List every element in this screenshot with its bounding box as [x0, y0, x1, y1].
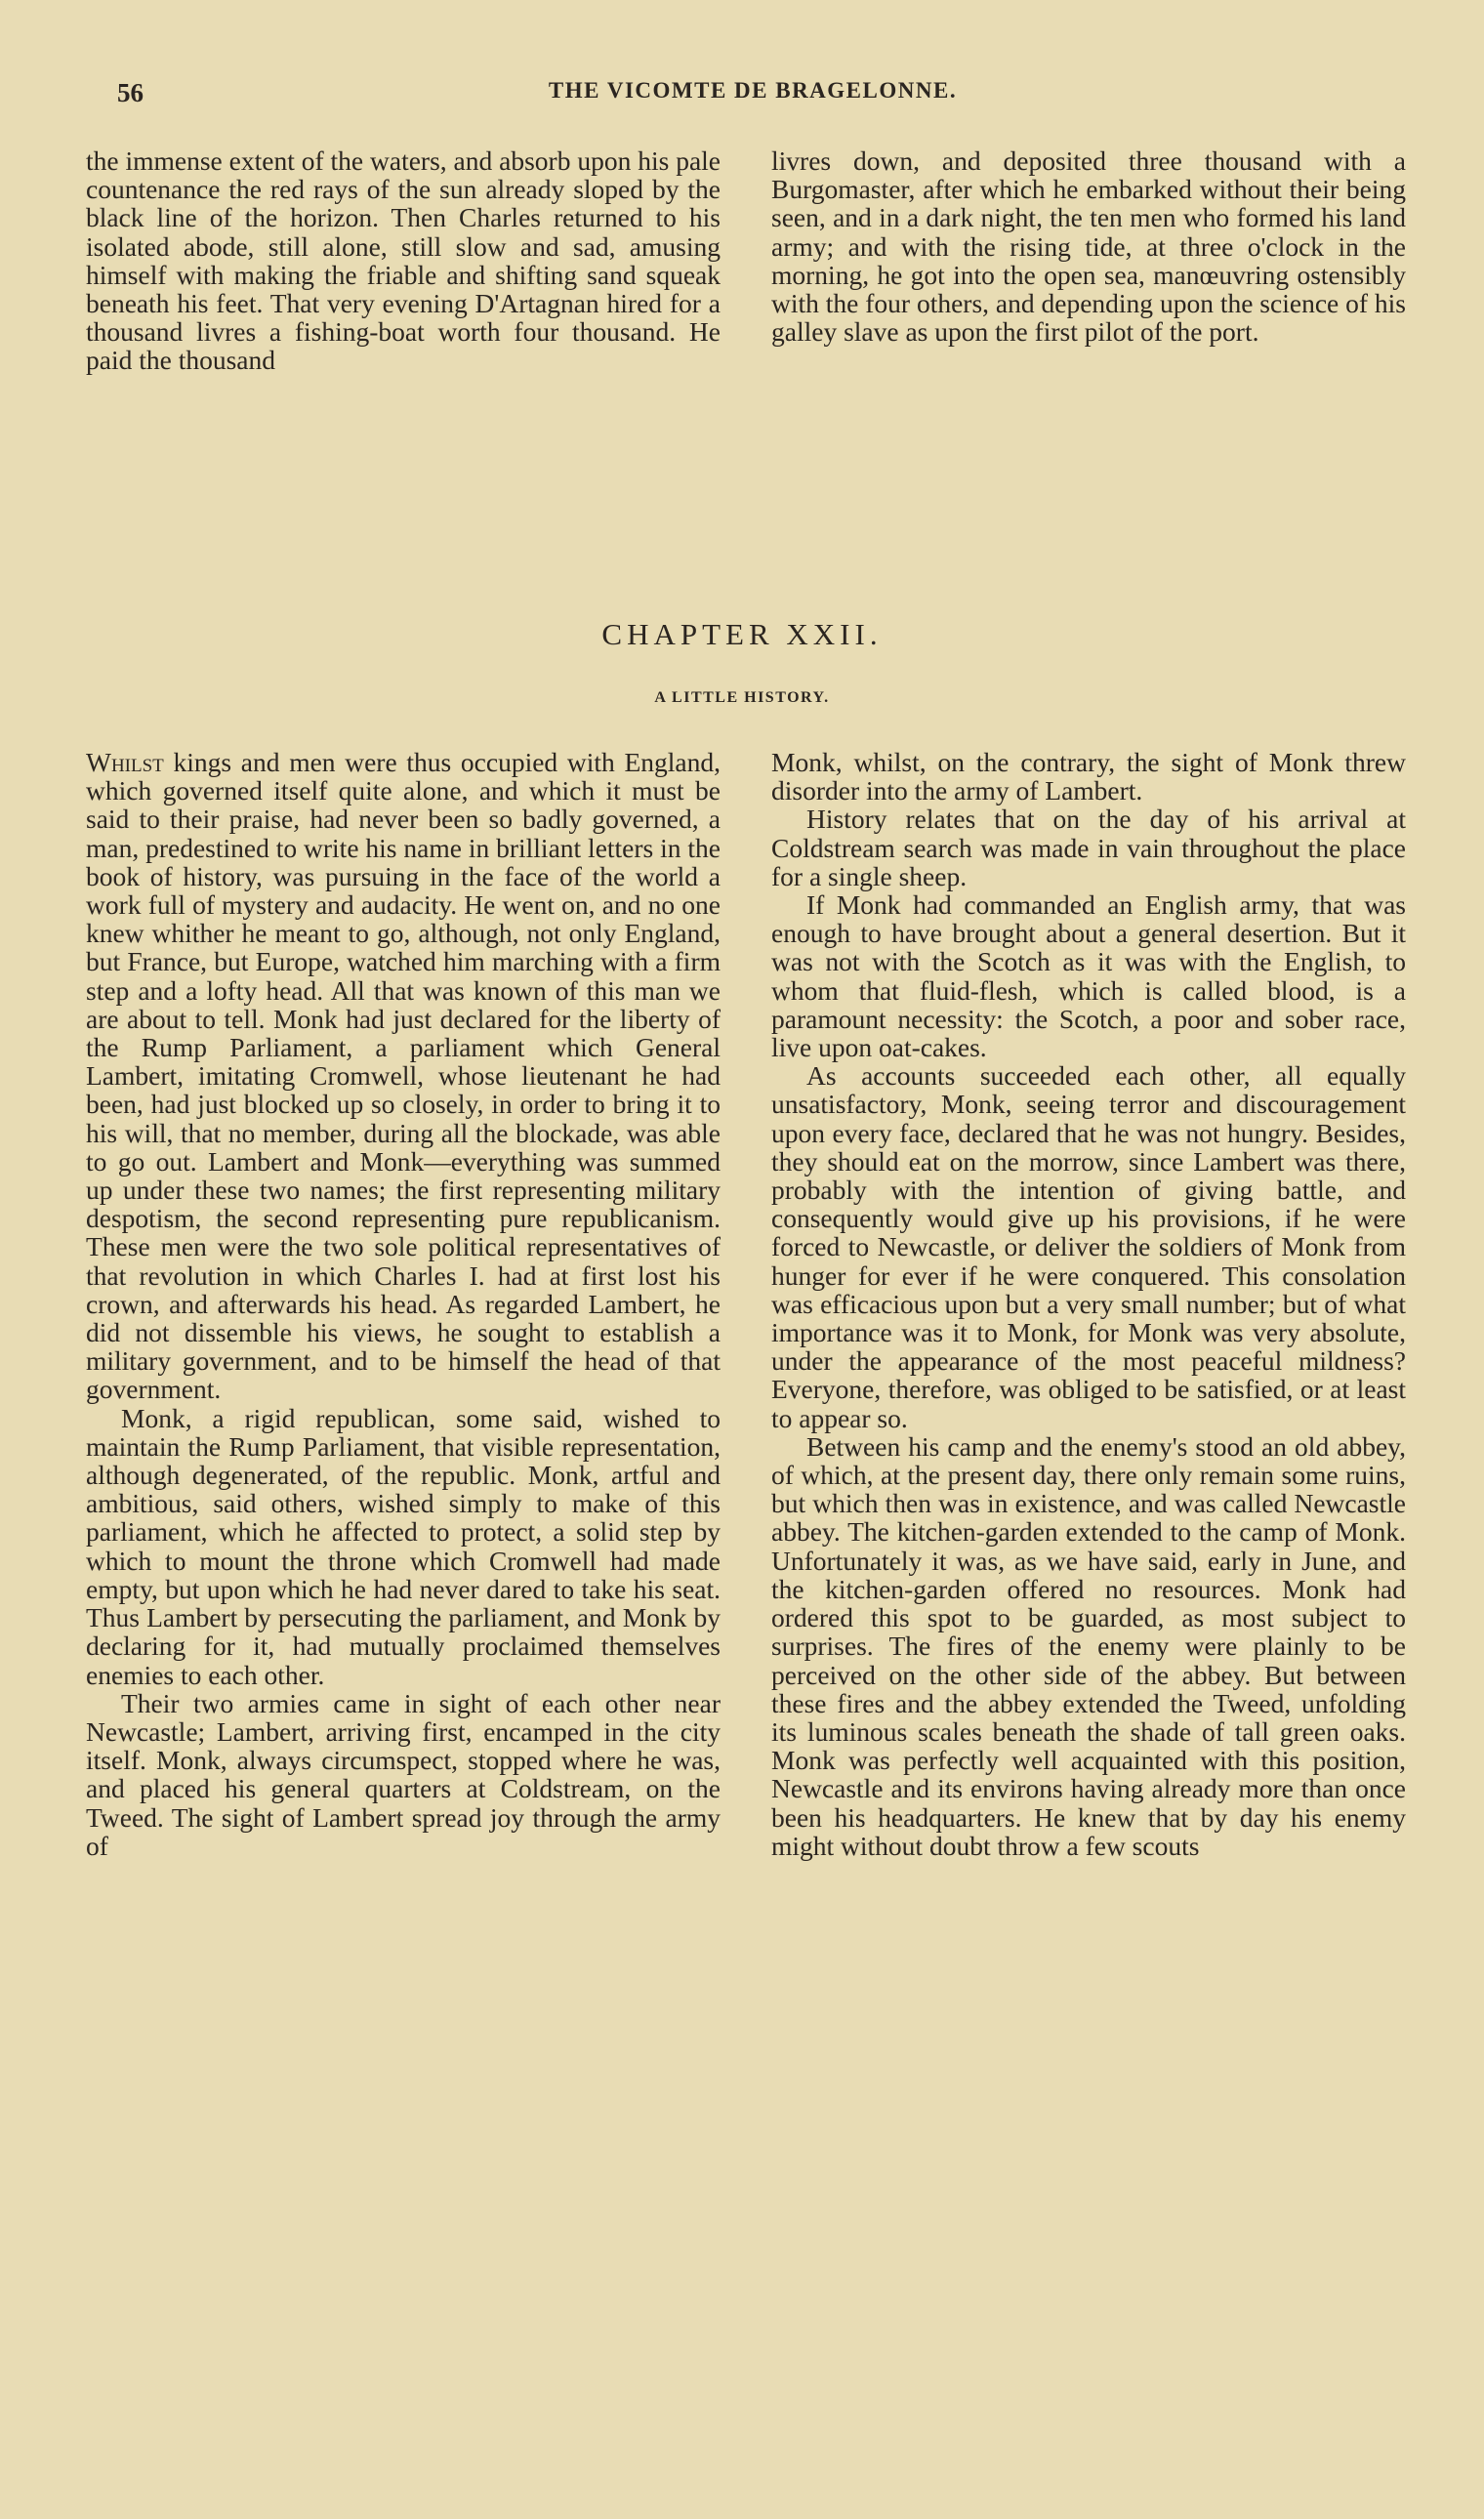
body-left-paragraph-1 — [86, 748, 721, 1404]
body-left-column — [86, 748, 721, 1860]
top-right-paragraph: livres down, and deposited three thousand with a Burgomaster, after which he embarked without their being seen, and in a dark night, the ten men who formed his land army; and with the rising tide, at three o'clock in the morning, he got into the open sea, manœuvring ostensibly with the four others, and depending upon the science of his galley slave as upon the first pilot of the port. — [771, 145, 1406, 348]
body-right-paragraph-1: Monk, whilst, on the contrary, the sight of Monk threw disorder into the army of Lambert. — [771, 747, 1406, 806]
body-right-paragraph-5: Between his camp and the enemy's stood an old abbey, of which, at the present day, there only remain some ruins, but which then was in existence, and was called Newcastle abbey. The kitchen-garden extended to the camp of Monk. Unfortunately it was, as we have said, early in June, and the kitchen-garden offered no resources. Monk had ordered this spot to be guarded, as most subject to surprises. The fires of the enemy were plainly to be perceived on the other side of the abbey. But between these fires and the abbey extended the Tweed, unfolding its luminous scales beneath the shade of tall green oaks. Monk was perfectly well acquainted with this position, Newcastle and its environs having already more than once been his headquarters. He knew that by day his enemy might without doubt throw a few scouts — [771, 1430, 1406, 1861]
body-right-column — [771, 748, 1406, 1860]
top-left-column — [86, 146, 721, 375]
body-left-paragraph-3: Their two armies came in sight of each other near Newcastle; Lambert, arriving first, encamped in the city itself. Monk, always circumspect, stopped where he was, and placed his general quarters at Coldstream, on the Tweed. The sight of Lambert spread joy through the army of — [86, 1687, 721, 1861]
top-left-paragraph: the immense extent of the waters, and absorb upon his pale countenance the red rays of the sun already sloped by the black line of the horizon. Then Charles returned to his isolated abode, still alone, still slow and sad, amusing himself with making the friable and shifting sand squeak beneath his feet. That very evening D'Artagnan hired for a thousand livres a fishing-boat worth four thousand. He paid the thousand — [86, 145, 721, 376]
chapter-title: CHAPTER XXII. — [601, 617, 883, 651]
chapter-subtitle: A LITTLE HISTORY. — [654, 689, 830, 706]
page-number: 56 — [117, 78, 144, 107]
page-header — [90, 78, 1416, 117]
body-left-paragraph-1-text: kings and men were thus occupied with England, which governed itself quite alone, and which it must be said to their praise, had never been so badly governed, a man, predestined to write his name in brilliant letters in the book of history, was pursuing in the face of the world a work full of mystery and audacity. He went on, and no one knew whither he meant to go, although, not only England, but France, but Europe, watched him marching with a firm step and a lofty head. All that was known of this man we are about to tell. Monk had just declared for the liberty of the Rump Parliament, a parliament which General Lambert, imitating Cromwell, whose lieutenant he had been, had just blocked up so closely, in order to bring it to his will, that no member, during all the blockade, was able to go out. Lambert and Monk—everything was summed up under these two names; the first representing military despotism, the second representing pure republicanism. These men were the two sole political representatives of that revolution in which Charles I. had at first lost his crown, and afterwards his head. As regarded Lambert, he did not dissemble his views, he sought to establish a military government, and to be himself the head of that government. — [86, 747, 721, 1405]
body-right-paragraph-4: As accounts succeeded each other, all equally unsatisfactory, Monk, seeing terror and discouragement upon every face, declared that he was not hungry. Besides, they should eat on the morrow, since Lambert was there, probably with the intention of giving battle, and consequently would give up his provisions, if he were forced to Newcastle, or deliver the soldiers of Monk from hunger for ever if he were conquered. This consolation was efficacious upon but a very small number; but of what importance was it to Monk, for Monk was very absolute, under the appearance of the most peaceful mildness? Everyone, therefore, was obliged to be satisfied, or at least to appear so. — [771, 1060, 1406, 1433]
body-left-paragraph-2: Monk, a rigid republican, some said, wished to maintain the Rump Parliament, that visible representation, although degenerated, of the republic. Monk, artful and ambitious, said others, wished simply to make of this parliament, which he affected to protect, a solid step by which to mount the throne which Cromwell had made empty, but upon which he had never dared to take his seat. Thus Lambert by persecuting the parliament, and Monk by declaring for it, had mutually proclaimed themselves enemies to each other. — [86, 1402, 721, 1690]
body-right-paragraph-2: History relates that on the day of his arrival at Coldstream search was made in vain throughout the place for a single sheep. — [771, 804, 1406, 891]
body-right-paragraph-3: If Monk had commanded an English army, that was enough to have brought about a general desertion. But it was not with the Scotch as it was with the English, to whom that fluid-flesh, which is called blood, is a paramount necessity: the Scotch, a poor and sober race, live upon oat-cakes. — [771, 889, 1406, 1063]
top-right-column — [771, 146, 1406, 346]
chapter-opening-word: Whilst — [86, 747, 164, 777]
running-title: THE VICOMTE DE BRAGELONNE. — [548, 78, 958, 103]
